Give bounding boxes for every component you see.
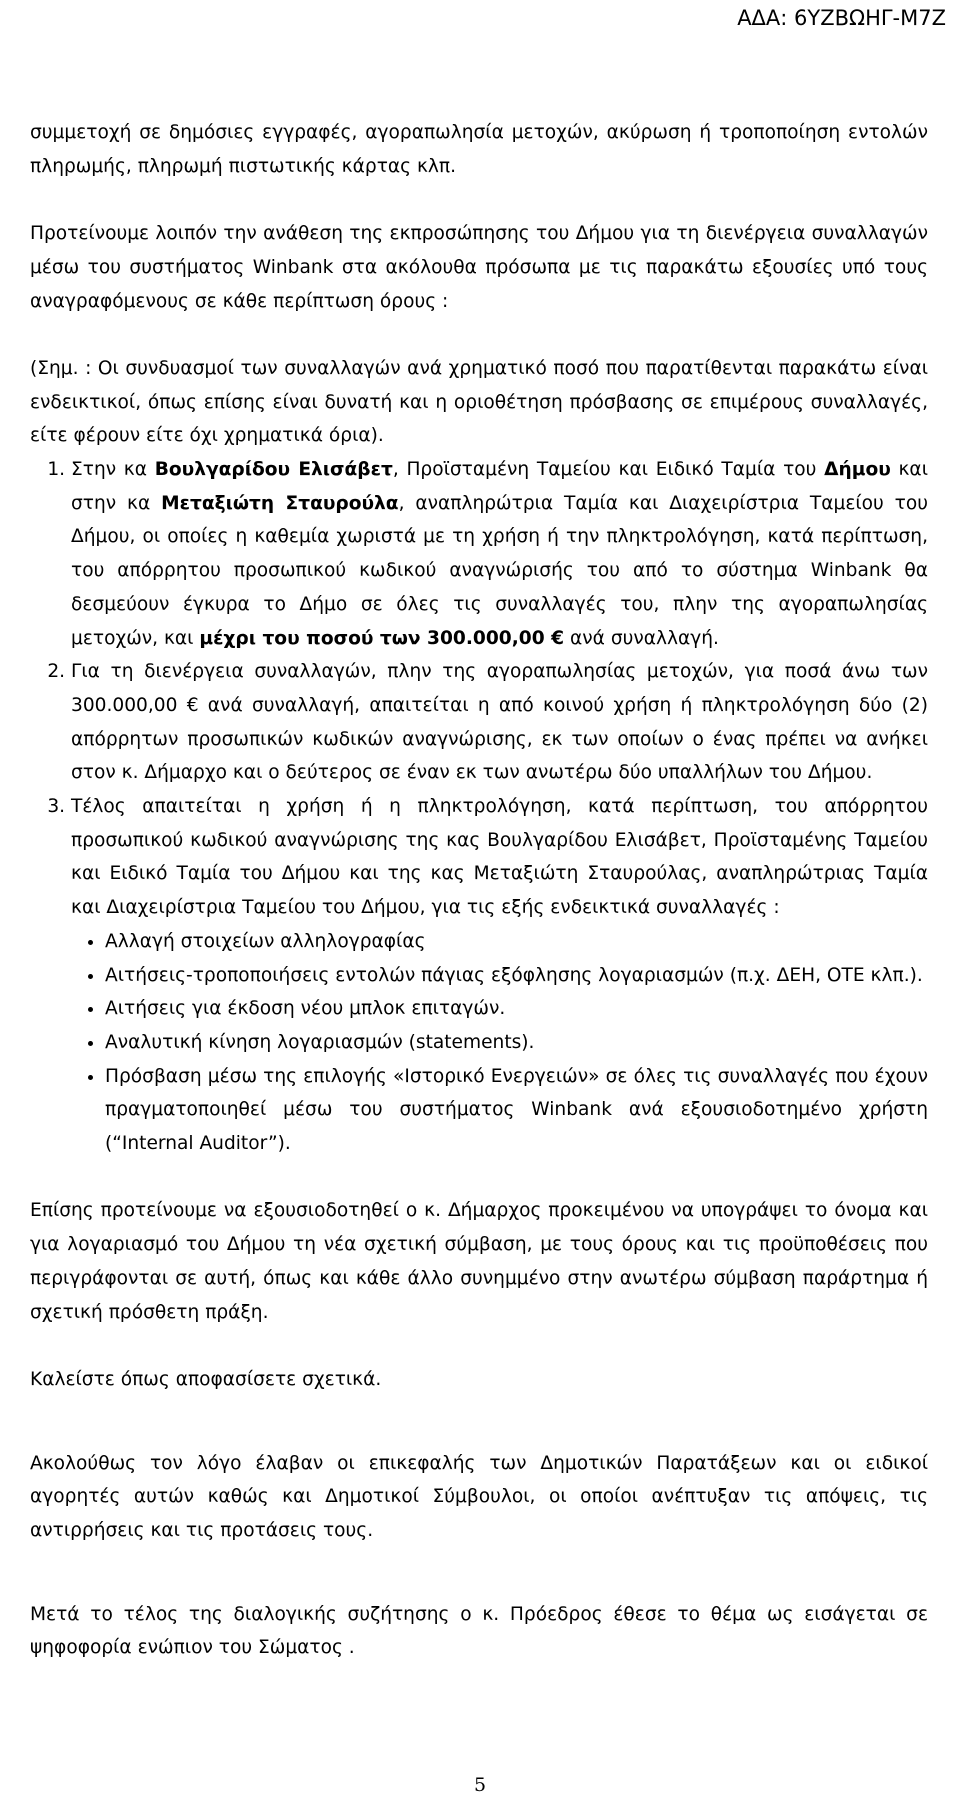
bullet-item: • Αιτήσεις για έκδοση νέου μπλοκ επιταγών. — [105, 992, 928, 1026]
intro-paragraph: συμμετοχή σε δημόσιες εγγραφές, αγοραπωλησία μετοχών, ακύρωση ή τροποποίηση εντολών πληρωμής, πληρωμή πιστωτικής κάρτας κλπ. — [30, 122, 928, 177]
speakers-paragraph: Ακολούθως τον λόγο έλαβαν οι επικεφαλής των Δημοτικών Παρατάξεων και οι ειδικοί αγορητές αυτών καθώς και Δημοτικοί Σύμβουλοι, οι οποίοι ανέπτυξαν τις απόψεις, τις αντιρρήσεις και τις προτάσεις τους. — [30, 1452, 928, 1542]
bullet-item: • Αιτήσεις-τροποποιήσεις εντολών πάγιας εξόφλησης λογαριασμών (π.χ. ΔΕΗ, ΟΤΕ κλπ.). — [105, 959, 928, 993]
page-number: 5 — [473, 1774, 487, 1796]
ada-header: ΑΔΑ: 6ΥΖΒΩΗΓ-Μ7Ζ — [737, 6, 946, 30]
list-item-3: 3. Τέλος απαιτείται η χρήση ή η πληκτρολόγηση, κατά περίπτωση, του απόρρητου προσωπικού κωδικού αναγνώρισης της κας Βουλγαρίδου Ελισάβετ, Προϊσταμένης Ταμείου και Ειδικό Ταμία του Δήμου και της κας Μεταξιώτη Σταυρούλας, αναπληρώτριας Ταμία και Διαχειρίστρια Ταμείου του Δήμου, για τις εξής ενδεικτικά συναλλαγές : • Αλλαγή στοιχείων αλληλογραφίας • Αιτήσεις-τροποποιήσεις εντολών πάγιας εξόφλησης λογαριασμών (π.χ. ΔΕΗ, ΟΤΕ κλπ.). • Αιτήσεις για έκδοση νέου μπλοκ επιταγών. • Αναλυτική κίνηση λογαριασμών (statements). • Πρόσβαση μέσω της επιλογής «Ιστορικό Ενεργειών» σε όλες τις συναλλαγές που έχουν πραγματοποιηθεί μέσω του συστήματος Winbank ανά εξουσιοδοτημένο χρήστη (“Internal Auditor”). — [71, 790, 928, 1161]
bold-dimou: Δήμου — [824, 459, 891, 480]
bullet-item: • Αναλυτική κίνηση λογαριασμών (statements). — [105, 1026, 928, 1060]
person-name-1: Βουλγαρίδου Ελισάβετ — [154, 459, 393, 480]
list-item-1: 1. Στην κα Βουλγαρίδου Ελισάβετ, Προϊσταμένη Ταμείου και Ειδικό Ταμία του Δήμου και στην κα Μεταξιώτη Σταυρούλα, αναπληρώτρια Ταμία και Διαχειρίστρια Ταμείου του Δήμου, οι οποίες η καθεμία χωριστά με τη χρήση ή την πληκτρολόγηση, κατά περίπτωση, του απόρρητου προσωπικού κωδικού αναγνώρισής του από το σύστημα Winbank θα δεσμεύουν έγκυρα το Δήμο σε όλες τις συναλλαγές του, πλην της αγοραπωλησίας μετοχών, και μέχρι του ποσού των 300.000,00 € ανά συναλλαγή. — [71, 453, 928, 655]
amount-limit: μέχρι του ποσού των 300.000,00 € — [199, 627, 565, 649]
person-name-2: Μεταξιώτη Σταυρούλα — [161, 492, 399, 514]
bullet-item: • Αλλαγή στοιχείων αλληλογραφίας — [105, 925, 928, 959]
proposal-paragraph: Προτείνουμε λοιπόν την ανάθεση της εκπροσώπησης του Δήμου για τη διενέργεια συναλλαγών μέσω του συστήματος Winbank στα ακόλουθα πρόσωπα με τις παρακάτω εξουσίες υπό τους αναγραφόμενους σε κάθε περίπτωση όρους : — [30, 223, 928, 312]
document-body — [30, 116, 928, 1665]
authorization-list — [30, 453, 928, 1161]
note-paragraph: (Σημ. : Οι συνδυασμοί των συναλλαγών ανά χρηματικό ποσό που παρατίθενται παρακάτω είναι ενδεικτικοί, όπως επίσης είναι δυνατή και η οριοθέτηση πρόσβασης σε επιμέρους συναλλαγές, είτε φέρουν είτε όχι χρηματικά όρια). — [30, 357, 928, 447]
decide-paragraph: Καλείστε όπως αποφασίσετε σχετικά. — [30, 1368, 382, 1390]
list-item-2: 2. Για τη διενέργεια συναλλαγών, πλην της αγοραπωλησίας μετοχών, για ποσά άνω των 300.000,00 € ανά συναλλαγή, απαιτείται η από κοινού χρήση ή πληκτρολόγηση δύο (2) απόρρητων προσωπικών κωδικών αναγνώρισης, εκ των οποίων ο ένας πρέπει να ανήκει στον κ. Δήμαρχο και ο δεύτερος σε έναν εκ των ανωτέρω δύο υπαλλήλων του Δήμου. — [71, 655, 928, 790]
authorization-paragraph: Επίσης προτείνουμε να εξουσιοδοτηθεί ο κ. Δήμαρχος προκειμένου να υπογράψει το όνομα και για λογαριασμό του Δήμου τη νέα σχετική σύμβαση, με τους όρους και τις προϋποθέσεις που περιγράφονται σε αυτή, όπως και κάθε άλλο συνημμένο στην ανωτέρω σύμβαση παράρτημα ή σχετική πρόσθετη πράξη. — [30, 1200, 928, 1323]
vote-paragraph: Μετά το τέλος της διαλογικής συζήτησης ο κ. Πρόεδρος έθεσε το θέμα ως εισάγεται σε ψηφοφορία ενώπιον του Σώματος . — [30, 1603, 928, 1659]
transactions-bullet-list — [71, 925, 928, 1161]
bullet-item: • Πρόσβαση μέσω της επιλογής «Ιστορικό Ενεργειών» σε όλες τις συναλλαγές που έχουν πραγματοποιηθεί μέσω του συστήματος Winbank ανά εξουσιοδοτημένο χρήστη (“Internal Auditor”). — [105, 1060, 928, 1161]
